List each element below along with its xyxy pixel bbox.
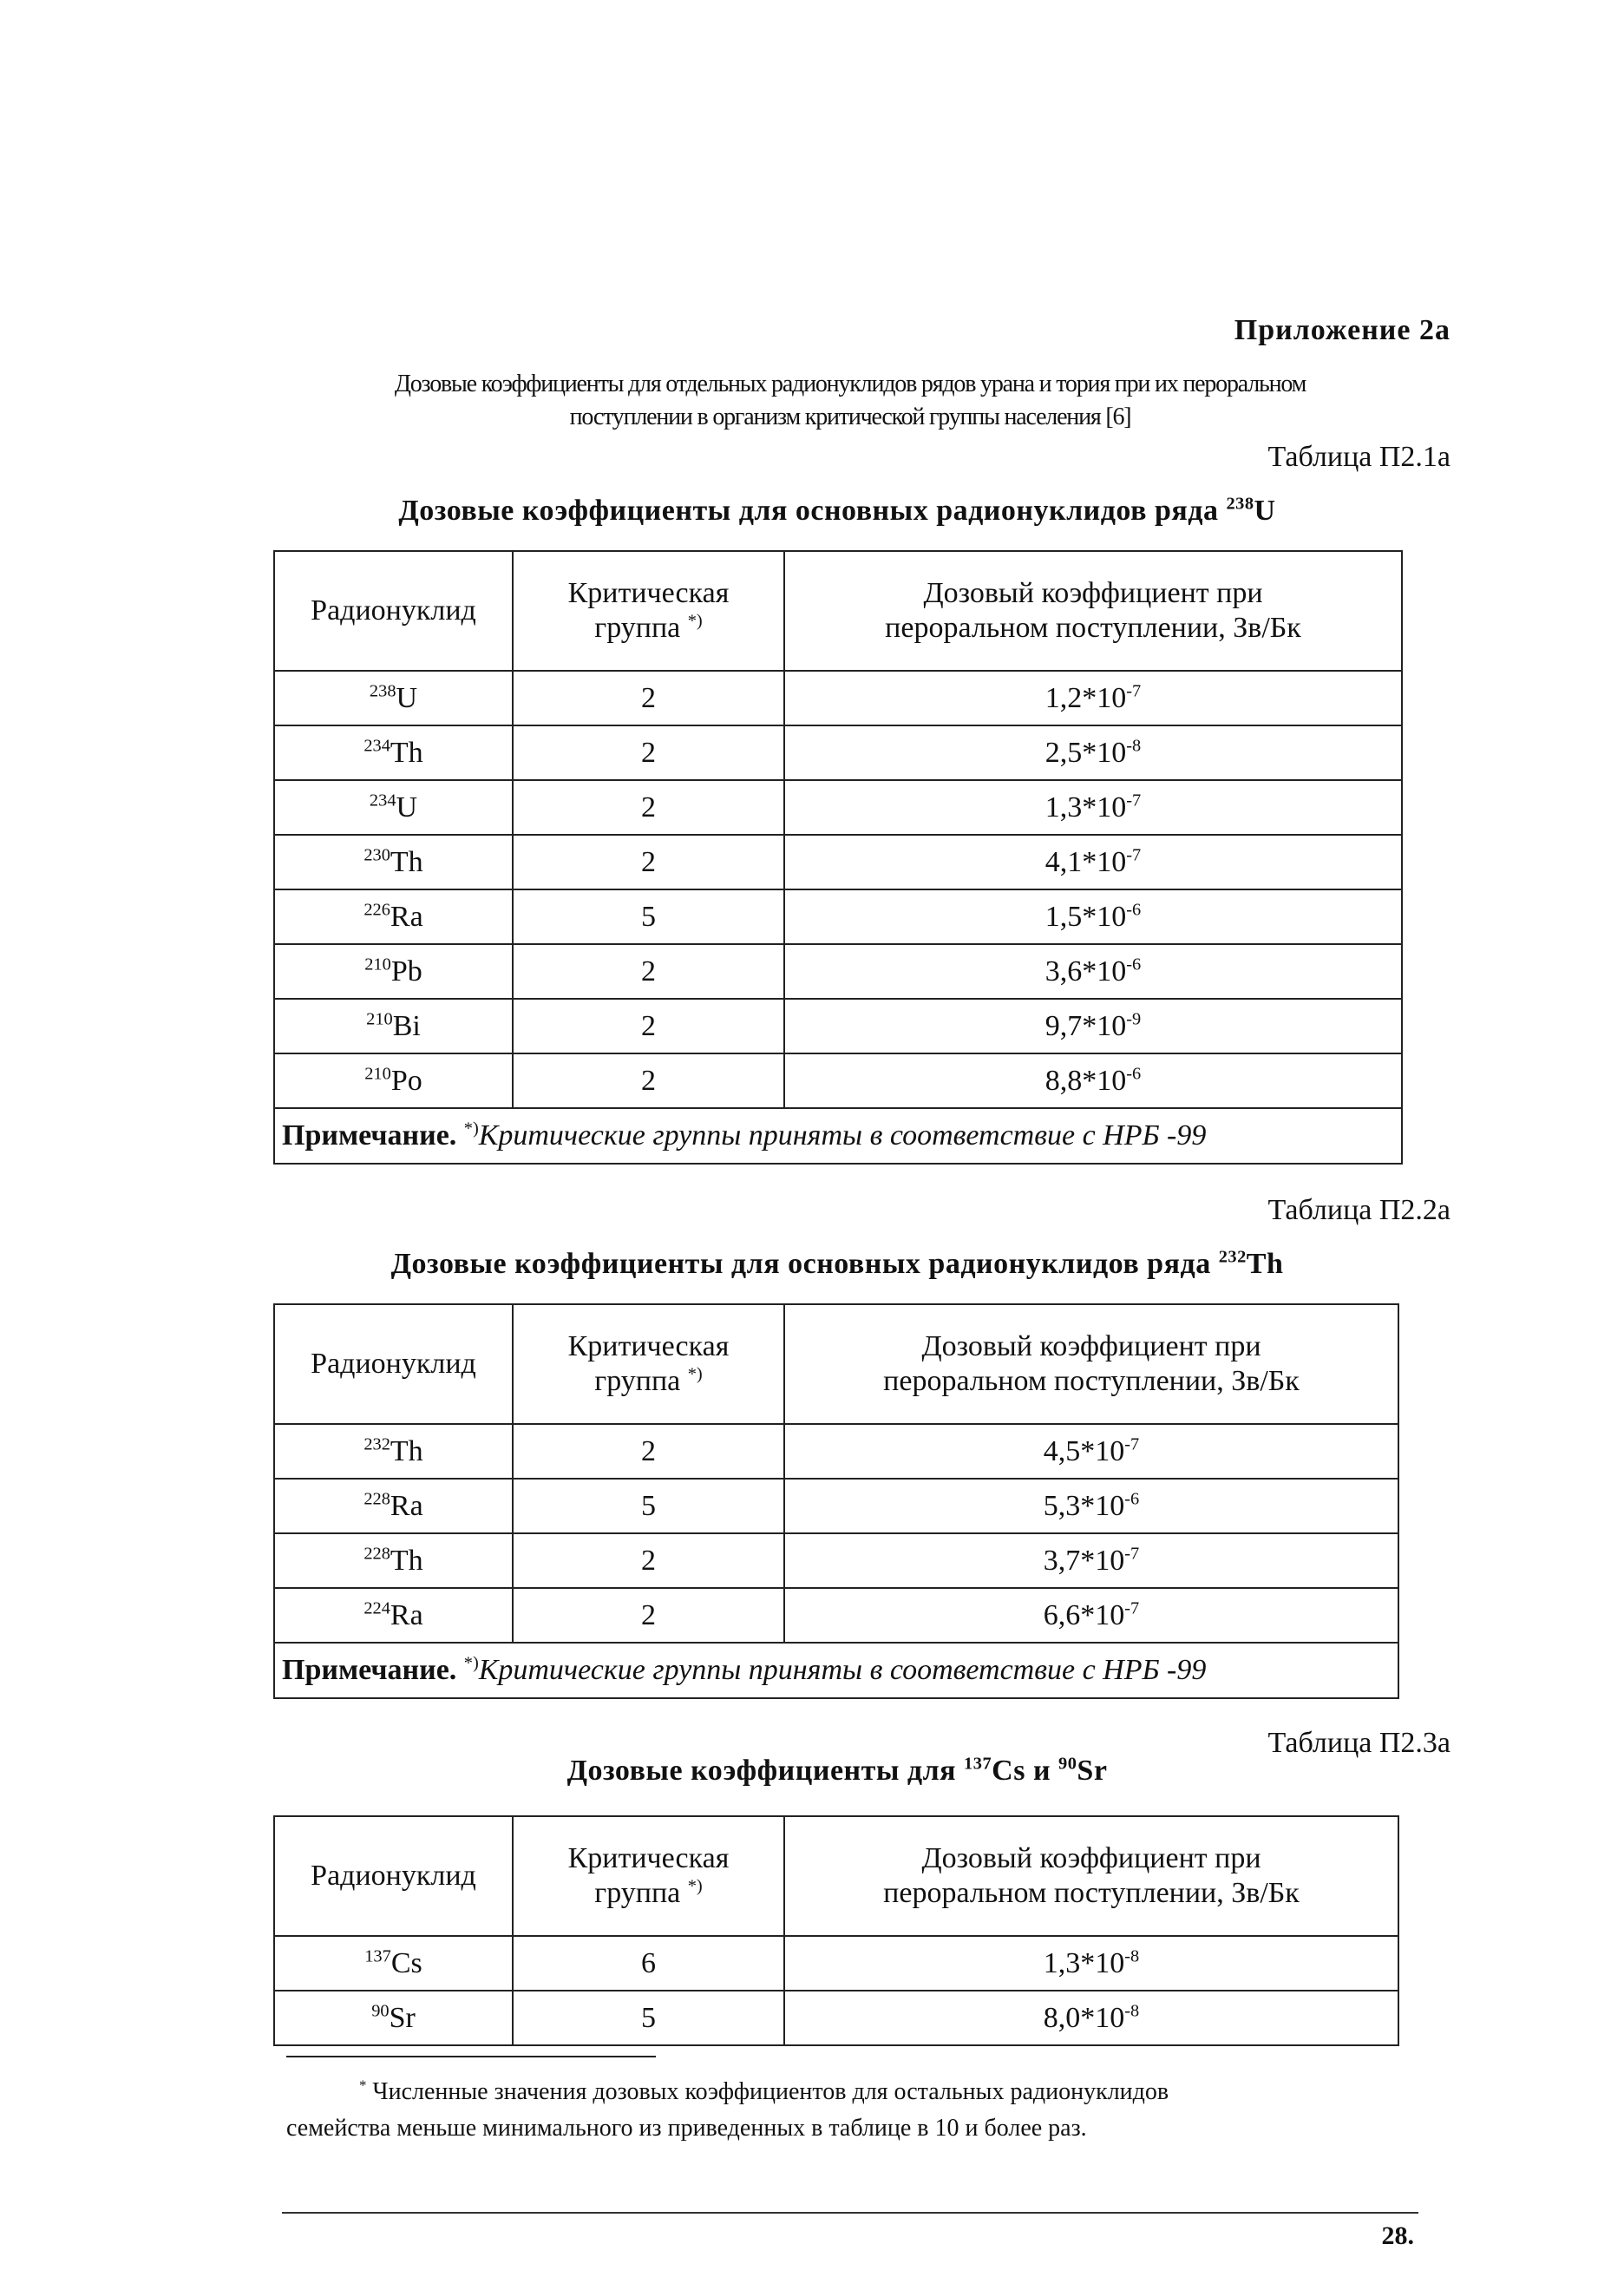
table1-label: Таблица П2.1а	[1267, 441, 1450, 473]
radionuclide-cell	[274, 1936, 513, 1991]
footer-divider	[282, 2212, 1418, 2214]
mass-number: 234	[369, 791, 396, 810]
mass-number: 210	[364, 955, 391, 974]
mass-number: 210	[364, 1064, 391, 1084]
coef-exponent: -8	[1124, 1946, 1140, 1966]
critical-group-cell: 2	[513, 999, 784, 1053]
element-symbol: U	[396, 681, 418, 714]
footnote-divider	[286, 2056, 656, 2057]
table-row	[274, 725, 1402, 780]
coef-mantissa: 1,3*10	[1043, 1946, 1125, 1979]
coef-mantissa: 3,7*10	[1043, 1544, 1125, 1577]
dose-coefficient-cell	[784, 671, 1402, 725]
dose-coefficient-cell	[784, 1479, 1398, 1533]
critical-group-cell: 2	[513, 944, 784, 999]
element-symbol: Th	[390, 1544, 423, 1577]
critical-group-cell: 2	[513, 780, 784, 835]
element-symbol: U	[396, 791, 418, 823]
page-number: 28.	[1381, 2221, 1414, 2250]
coef-mantissa: 1,5*10	[1044, 900, 1127, 933]
intro-line-2: поступлении в организм критической группы населения [6]	[569, 404, 1131, 430]
table-row	[274, 1479, 1398, 1533]
critical-group-cell: 2	[513, 1533, 784, 1588]
element-symbol: Po	[390, 1064, 422, 1097]
coef-exponent: -6	[1126, 955, 1142, 974]
radionuclide-cell	[274, 1588, 513, 1643]
note-label: Примечание.	[282, 1654, 457, 1686]
element-symbol: Sr	[389, 2001, 416, 2034]
table-header-row	[274, 1304, 1398, 1424]
table-header-row	[274, 1816, 1398, 1936]
dose-coefficient-cell	[784, 1936, 1398, 1991]
coef-mantissa: 2,5*10	[1044, 736, 1127, 769]
note-row	[274, 1108, 1402, 1164]
note-label: Примечание.	[282, 1119, 457, 1152]
mass-number: 232	[363, 1434, 390, 1454]
critical-group-cell: 2	[513, 1053, 784, 1108]
header-critical-group	[513, 1304, 784, 1424]
header-group-line-2	[514, 1876, 783, 1911]
note-cell	[274, 1643, 1398, 1698]
table2-label: Таблица П2.2а	[1267, 1194, 1450, 1226]
dose-coefficient-cell	[784, 944, 1402, 999]
footnote-line-2: семейства меньше минимального из приведенных в таблице в 10 и более раз.	[286, 2115, 1087, 2142]
critical-group-cell: 5	[513, 1991, 784, 2045]
header-critical-group	[513, 1816, 784, 1936]
table-row	[274, 999, 1402, 1053]
table3-label: Таблица П2.3а	[1267, 1727, 1450, 1759]
header-coef-line-1: Дозовый коэффициент при	[921, 1330, 1261, 1362]
mass-number: 224	[363, 1598, 390, 1618]
header-radionuclide: Радионуклид	[274, 551, 513, 671]
coef-exponent: -6	[1124, 1489, 1140, 1509]
footnote	[286, 2074, 1414, 2147]
coef-mantissa: 4,1*10	[1044, 845, 1127, 878]
note-text: Критические группы приняты в соответствие с НРБ -99	[478, 1119, 1207, 1152]
radionuclide-cell	[274, 889, 513, 944]
radionuclide-cell	[274, 1991, 513, 2045]
coef-exponent: -7	[1126, 681, 1142, 701]
dose-coefficient-cell	[784, 1991, 1398, 2045]
header-coef-line-2: пероральном поступлении, Зв/Бк	[883, 1877, 1300, 1909]
element-symbol: Bi	[392, 1009, 421, 1042]
critical-group-cell: 2	[513, 1588, 784, 1643]
element-symbol: Ra	[390, 900, 423, 933]
table3-title: Дозовые коэффициенты для $^{137}$Cs и $^{90}$Sr	[566, 1754, 1108, 1787]
table-row	[274, 944, 1402, 999]
header-group-text: группа	[594, 1877, 681, 1909]
element-symbol: Cs	[390, 1946, 422, 1979]
intro-line-1: Дозовые коэффициенты для отдельных радионуклидов рядов урана и тория при их пероральном	[394, 371, 1306, 397]
note-row	[274, 1643, 1398, 1698]
note-cell	[274, 1108, 1402, 1164]
header-group-line-1: Критическая	[567, 577, 730, 609]
coef-exponent: -6	[1126, 900, 1142, 920]
coef-mantissa: 4,5*10	[1043, 1434, 1125, 1467]
header-radionuclide: Радионуклид	[274, 1816, 513, 1936]
coef-exponent: -7	[1124, 1598, 1140, 1618]
header-group-mark: *)	[687, 611, 703, 631]
intro-text	[278, 368, 1423, 434]
radionuclide-cell	[274, 780, 513, 835]
table-row	[274, 1991, 1398, 2045]
coef-mantissa: 8,8*10	[1044, 1064, 1127, 1097]
coef-exponent: -6	[1126, 1064, 1142, 1084]
table-row	[274, 780, 1402, 835]
critical-group-cell: 6	[513, 1936, 784, 1991]
radionuclide-cell	[274, 944, 513, 999]
dose-coefficient-cell	[784, 835, 1402, 889]
footnote-line-1: * Численные значения дозовых коэффициентов для остальных радионуклидов	[359, 2077, 1169, 2105]
element-symbol: Ra	[390, 1598, 423, 1631]
note-text: Критические группы приняты в соответствие с НРБ -99	[478, 1654, 1207, 1686]
dose-coefficient-cell	[784, 725, 1402, 780]
mass-number: 90	[371, 2001, 390, 2021]
table-row	[274, 1424, 1398, 1479]
header-group-mark: *)	[687, 1876, 703, 1896]
table-row	[274, 1588, 1398, 1643]
coef-mantissa: 3,6*10	[1044, 955, 1127, 988]
table-row	[274, 671, 1402, 725]
header-critical-group	[513, 551, 784, 671]
radionuclide-cell	[274, 725, 513, 780]
coef-mantissa: 1,3*10	[1044, 791, 1127, 823]
table2	[273, 1303, 1399, 1699]
coef-exponent: -7	[1124, 1544, 1140, 1564]
header-radionuclide: Радионуклид	[274, 1304, 513, 1424]
header-coef-line-2: пероральном поступлении, Зв/Бк	[885, 612, 1301, 644]
radionuclide-cell	[274, 1053, 513, 1108]
element-symbol: Th	[390, 845, 423, 878]
header-coef-line-2: пероральном поступлении, Зв/Бк	[883, 1365, 1300, 1397]
mass-number: 137	[364, 1946, 391, 1966]
table1	[273, 550, 1403, 1165]
coef-exponent: -7	[1126, 791, 1142, 810]
header-dose-coefficient	[784, 1816, 1398, 1936]
table3	[273, 1815, 1399, 2046]
dose-coefficient-cell	[784, 1588, 1398, 1643]
table-row	[274, 1053, 1402, 1108]
table-header-row	[274, 551, 1402, 671]
critical-group-cell: 2	[513, 835, 784, 889]
critical-group-cell: 5	[513, 1479, 784, 1533]
mass-number: 228	[363, 1544, 390, 1564]
coef-mantissa: 6,6*10	[1043, 1598, 1125, 1631]
table-row	[274, 835, 1402, 889]
header-coef-line-1: Дозовый коэффициент при	[921, 1842, 1261, 1874]
header-group-line-1: Критическая	[567, 1842, 730, 1874]
mass-number: 230	[363, 845, 390, 865]
radionuclide-cell	[274, 835, 513, 889]
table-row	[274, 1936, 1398, 1991]
header-group-line-2	[514, 611, 783, 646]
mass-number: 238	[369, 681, 396, 701]
header-group-text: группа	[594, 612, 681, 644]
radionuclide-cell	[274, 1479, 513, 1533]
mass-number: 234	[363, 736, 390, 756]
coef-exponent: -7	[1124, 1434, 1140, 1454]
radionuclide-cell	[274, 1424, 513, 1479]
table-row	[274, 889, 1402, 944]
coef-exponent: -8	[1124, 2001, 1140, 2021]
radionuclide-cell	[274, 999, 513, 1053]
coef-mantissa: 8,0*10	[1043, 2001, 1125, 2034]
coef-mantissa: 5,3*10	[1043, 1489, 1125, 1522]
coef-exponent: -7	[1126, 845, 1142, 865]
table1-title: Дозовые коэффициенты для основных радионуклидов ряда $^{238}$U	[398, 494, 1276, 527]
radionuclide-cell	[274, 671, 513, 725]
element-symbol: Pb	[390, 955, 422, 988]
element-symbol: Th	[390, 1434, 423, 1467]
header-group-text: группа	[594, 1365, 681, 1397]
header-coef-line-1: Дозовый коэффициент при	[923, 577, 1263, 609]
appendix-title: Приложение 2а	[1234, 314, 1450, 346]
critical-group-cell: 2	[513, 671, 784, 725]
coef-mantissa: 9,7*10	[1044, 1009, 1127, 1042]
coef-exponent: -9	[1126, 1009, 1142, 1029]
coef-exponent: -8	[1126, 736, 1142, 756]
element-symbol: Ra	[390, 1489, 423, 1522]
critical-group-cell: 2	[513, 725, 784, 780]
mass-number: 226	[363, 900, 390, 920]
header-group-line-1: Критическая	[567, 1330, 730, 1362]
mass-number: 210	[366, 1009, 393, 1029]
radionuclide-cell	[274, 1533, 513, 1588]
table2-title: Дозовые коэффициенты для основных радионуклидов ряда $^{232}$Th	[390, 1247, 1284, 1280]
dose-coefficient-cell	[784, 780, 1402, 835]
header-group-mark: *)	[687, 1364, 703, 1384]
coef-mantissa: 1,2*10	[1044, 681, 1127, 714]
critical-group-cell: 5	[513, 889, 784, 944]
note-mark: *)	[463, 1119, 479, 1138]
dose-coefficient-cell	[784, 1424, 1398, 1479]
header-group-line-2	[514, 1364, 783, 1399]
critical-group-cell: 2	[513, 1424, 784, 1479]
dose-coefficient-cell	[784, 1533, 1398, 1588]
mass-number: 228	[363, 1489, 390, 1509]
table-row	[274, 1533, 1398, 1588]
element-symbol: Th	[390, 736, 423, 769]
header-dose-coefficient	[784, 1304, 1398, 1424]
dose-coefficient-cell	[784, 999, 1402, 1053]
header-dose-coefficient	[784, 551, 1402, 671]
note-mark: *)	[463, 1653, 479, 1673]
dose-coefficient-cell	[784, 889, 1402, 944]
dose-coefficient-cell	[784, 1053, 1402, 1108]
